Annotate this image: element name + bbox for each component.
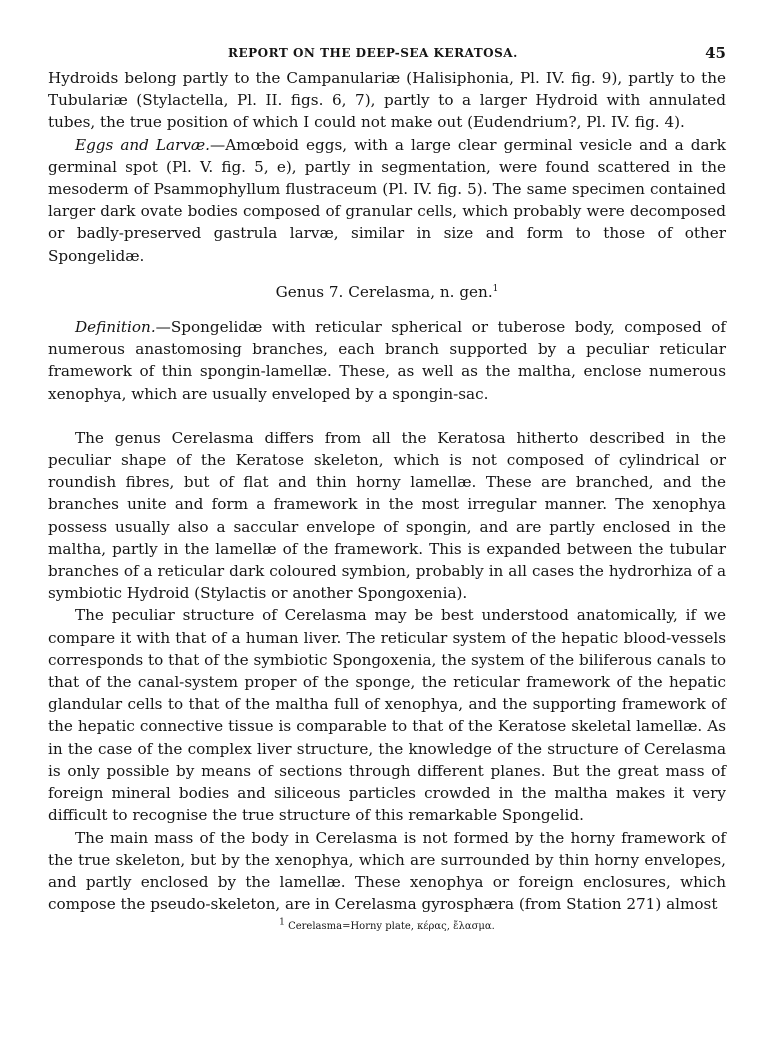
paragraph-hydroids: Hydroids belong partly to the Campanulariæ (Halisiphonia, Pl. IV. fig. 9), partly to the Tubulariæ (Stylactella, Pl. II. figs. 6, 7), partly to a larger Hydroid with annulated tubes, the true position of which I could not make out (Eudendrium?, Pl. IV. fig. 4). — [48, 69, 726, 132]
definition-lead: Definition. — [75, 318, 156, 337]
paragraph-genus-differs: The genus Cerelasma differs from all the Keratosa hitherto described in the peculiar shape of the Keratose skeleton, which is not composed of cylindrical or roundish fibres, but of flat and thin horny lamellæ. These are branched, and the branches unite and form a framework in the most irregular manner. The xenophya possess usually also a saccular envelope of spongin, and are partly enclosed in the maltha, partly in the lamellæ of the framework. This is expanded between the tubular branches of a reticular dark coloured symbion, probably in all cases the hydrorhiza of a symbiotic Hydroid (Stylactis or another Spongoxenia). — [48, 428, 726, 603]
eggs-larvae-text: —Amœboid eggs, with a large clear germinal vesicle and a dark germinal spot (Pl. V. fig. 5, e), partly in segmentation, were found scattered in the mesoderm of Psammophyllum flustraceum (Pl. IV. fig. 5). The same specimen contained larger dark ovate bodies composed of granular cells, which probably were decomposed or badly-preserved gastrula larvæ, similar in size and form to those of other Spongelidæ. — [48, 135, 726, 265]
genus-heading-text: Genus 7. Cerelasma, n. gen. — [275, 282, 493, 301]
paragraph-main-mass: The main mass of the body in Cerelasma is not formed by the horny framework of the true skeleton, but by the xenophya, which are surrounded by thin horny envelopes, and partly enclosed by the lamellæ. These xenophya or foreign enclosures, which compose the pseudo-skeleton, are in Cerelasma gyrosphæra (from Station 271) almost — [48, 828, 726, 914]
running-title: REPORT ON THE DEEP-SEA KERATOSA. — [228, 46, 518, 60]
footnote-text: Cerelasma=Horny plate, κέρας, ἔλασμα. — [288, 921, 495, 933]
eggs-larvae-lead: Eggs and Larvæ. — [75, 135, 211, 154]
paragraph-eggs-larvae — [48, 134, 726, 267]
paragraph-liver-comparison: The peculiar structure of Cerelasma may be best understood anatomically, if we compare it with that of a human liver. The reticular system of the hepatic blood-vessels corresponds to that of the symbiotic Spongoxenia, the system of the biliferous canals to that of the canal-system proper of the sponge, the reticular framework of the hepatic glandular cells to that of the maltha full of xenophya, and the supporting framework of the hepatic connective tissue is comparable to that of the Keratose skeletal lamellæ. As in the case of the complex liver structure, the knowledge of the structure of Cerelasma is only possible by means of sections through different planes. But the great mass of foreign mineral bodies and siliceous particles crowded in the maltha makes it very difficult to recognise the true structure of this remarkable Spongelid. — [48, 606, 726, 825]
page-header — [48, 42, 726, 64]
paragraph-definition — [48, 316, 726, 405]
page — [48, 42, 726, 932]
footnote-mark: 1 — [279, 917, 285, 928]
footnote — [48, 917, 726, 933]
definition-text: —Spongelidæ with reticular spherical or tuberose body, composed of numerous anastomosing branches, each branch supported by a peculiar reticular framework of thin spongin-lamellæ. These, as well as the maltha, enclose numerous xenophya, which are usually enveloped by a spongin-sac. — [48, 318, 726, 403]
page-number: 45 — [705, 44, 726, 62]
genus-footnote-mark: 1 — [492, 283, 499, 294]
genus-heading — [48, 281, 726, 303]
